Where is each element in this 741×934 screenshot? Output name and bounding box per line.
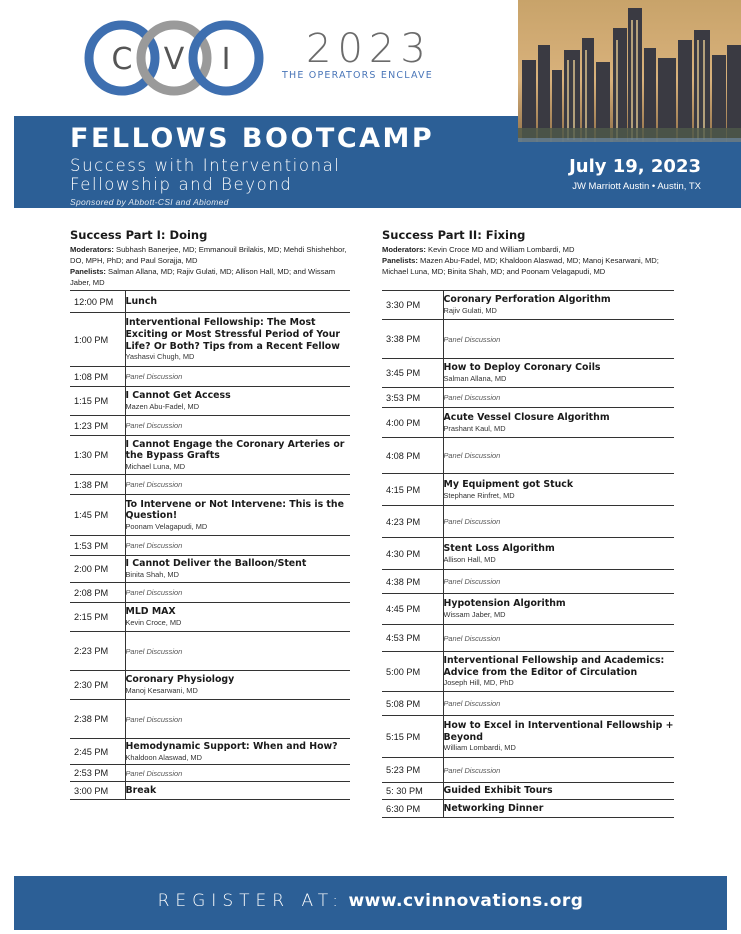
- session-time: 2:53 PM: [70, 765, 125, 782]
- register-label: REGISTER AT:: [157, 891, 345, 911]
- session-title: Hypotension Algorithm: [443, 598, 566, 610]
- session-time: 2:08 PM: [70, 583, 125, 603]
- schedule-row: [382, 474, 674, 506]
- session-time: 6:30 PM: [382, 800, 443, 818]
- schedule-row: [70, 291, 350, 313]
- session-item: [443, 692, 674, 716]
- schedule-row: [70, 475, 350, 495]
- session-item: [443, 594, 674, 625]
- panel-discussion-label: Panel Discussion: [443, 699, 501, 708]
- part-1-schedule: [70, 290, 350, 800]
- austin-skyline-image: [518, 0, 741, 160]
- session-time: 1:53 PM: [70, 536, 125, 556]
- schedule-row: [382, 783, 674, 800]
- session-title: To Intervene or Not Intervene: This is the Question!: [125, 498, 344, 522]
- session-time: 4:00 PM: [382, 408, 443, 438]
- event-venue: JW Marriott Austin • Austin, TX: [572, 181, 701, 192]
- session-title: Guided Exhibit Tours: [443, 785, 553, 797]
- panel-discussion-label: Panel Discussion: [125, 588, 183, 597]
- session-time: 4:15 PM: [382, 474, 443, 506]
- session-item: [125, 556, 350, 583]
- panel-discussion-label: Panel Discussion: [443, 577, 501, 586]
- session-time: 4:38 PM: [382, 570, 443, 594]
- session-item: [125, 291, 350, 313]
- session-item: [443, 652, 674, 692]
- part-1-column: [70, 228, 350, 800]
- session-item: [125, 313, 350, 367]
- session-item: [125, 782, 350, 800]
- schedule-row: [382, 594, 674, 625]
- session-time: 12:00 PM: [70, 291, 125, 313]
- schedule-row: [70, 387, 350, 416]
- session-time: 4:53 PM: [382, 625, 443, 652]
- panel-discussion-label: Panel Discussion: [125, 768, 183, 778]
- session-time: 1:08 PM: [70, 367, 125, 387]
- session-time: 4:45 PM: [382, 594, 443, 625]
- schedule-row: [70, 416, 350, 436]
- session-item: [443, 438, 674, 474]
- session-speaker: Salman Allana, MD: [443, 374, 507, 384]
- event-subtitle-line-1: Success with Interventional: [70, 156, 341, 175]
- session-item: [125, 765, 350, 782]
- session-time: 1:38 PM: [70, 475, 125, 495]
- session-title: Interventional Fellowship: The Most Exciting or Most Stressful Period of Your Life? Or Both? Tips from a Recent Fellow: [125, 317, 341, 352]
- register-footer: [14, 876, 727, 930]
- date-box: [518, 142, 741, 208]
- session-time: 5:23 PM: [382, 758, 443, 783]
- session-speaker: Stephane Rinfret, MD: [443, 490, 515, 500]
- session-title: I Cannot Get Access: [125, 390, 231, 402]
- schedule-row: [382, 625, 674, 652]
- session-speaker: Manoj Kesarwani, MD: [125, 686, 198, 696]
- part-1-panelists: Panelists: Salman Allana, MD; Rajiv Gulati, MD; Allison Hall, MD; and Wissam Jaber, MD: [70, 267, 336, 287]
- part-1-moderators: Moderators: Subhash Banerjee, MD; Emmanouil Brilakis, MD; Mehdi Shishehbor, DO, MPH, PhD; and Paul Sorajja, MD: [70, 245, 347, 265]
- session-item: [443, 716, 674, 758]
- session-item: [443, 388, 674, 408]
- session-title: I Cannot Deliver the Balloon/Stent: [125, 558, 307, 570]
- cvi-logo: [84, 18, 264, 100]
- schedule-row: [382, 506, 674, 538]
- session-item: [125, 367, 350, 387]
- panel-discussion-label: Panel Discussion: [125, 541, 183, 550]
- schedule-row: [382, 320, 674, 359]
- panel-discussion-label: Panel Discussion: [443, 451, 501, 460]
- session-speaker: Kevin Croce, MD: [125, 618, 182, 628]
- part-1-info: [70, 228, 350, 290]
- session-time: 2:23 PM: [70, 632, 125, 671]
- session-item: [125, 436, 350, 475]
- schedule-row: [70, 700, 350, 739]
- session-time: 1:15 PM: [70, 387, 125, 416]
- session-time: 3:45 PM: [382, 359, 443, 388]
- session-time: 5:08 PM: [382, 692, 443, 716]
- part-1-title: Success Part I: Doing: [70, 228, 208, 242]
- session-time: 4:23 PM: [382, 506, 443, 538]
- part-2-column: [382, 228, 674, 818]
- session-item: [443, 359, 674, 388]
- session-time: 4:08 PM: [382, 438, 443, 474]
- event-tagline: THE OPERATORS ENCLAVE: [282, 70, 433, 81]
- part-2-title: Success Part II: Fixing: [382, 228, 526, 242]
- session-item: [125, 632, 350, 671]
- session-time: 5:00 PM: [382, 652, 443, 692]
- title-banner: [14, 116, 518, 208]
- schedule-row: [382, 570, 674, 594]
- event-date: July 19, 2023: [569, 156, 701, 177]
- session-item: [125, 495, 350, 536]
- schedule-row: [70, 556, 350, 583]
- session-item: [443, 474, 674, 506]
- session-title: MLD MAX: [125, 606, 176, 618]
- schedule-row: [382, 716, 674, 758]
- panel-discussion-label: Panel Discussion: [443, 765, 501, 775]
- panel-discussion-label: Panel Discussion: [443, 517, 501, 526]
- session-item: [125, 603, 350, 632]
- panel-discussion-label: Panel Discussion: [443, 393, 501, 402]
- panel-discussion-label: Panel Discussion: [443, 633, 501, 643]
- schedule-row: [382, 800, 674, 818]
- session-item: [443, 291, 674, 320]
- schedule-row: [70, 632, 350, 671]
- session-item: [443, 625, 674, 652]
- session-time: 3:00 PM: [70, 782, 125, 800]
- panel-discussion-label: Panel Discussion: [125, 480, 183, 489]
- session-time: 2:45 PM: [70, 739, 125, 765]
- event-subtitle-line-2: Fellowship and Beyond: [70, 175, 293, 194]
- session-time: 3:30 PM: [382, 291, 443, 320]
- session-item: [443, 758, 674, 783]
- part-2-info: [382, 228, 674, 290]
- schedule-row: [70, 765, 350, 782]
- session-item: [125, 416, 350, 436]
- session-speaker: Prashant Kaul, MD: [443, 423, 506, 433]
- session-item: [125, 700, 350, 739]
- session-time: 1:00 PM: [70, 313, 125, 367]
- session-time: 3:38 PM: [382, 320, 443, 359]
- session-time: 5:15 PM: [382, 716, 443, 758]
- part-2-schedule: [382, 290, 674, 818]
- part-2-panelists: Panelists: Mazen Abu-Fadel, MD; Khaldoon Alaswad, MD; Manoj Kesarwani, MD; Michael Luna, MD; Binita Shah, MD; and Poonam Velagapudi, MD: [382, 256, 659, 276]
- panel-discussion-label: Panel Discussion: [125, 646, 183, 656]
- session-time: 1:30 PM: [70, 436, 125, 475]
- schedule-row: [70, 603, 350, 632]
- session-item: [443, 800, 674, 818]
- schedule-row: [382, 291, 674, 320]
- schedule-row: [70, 367, 350, 387]
- session-title: Networking Dinner: [443, 802, 544, 814]
- session-item: [443, 408, 674, 438]
- session-time: 1:45 PM: [70, 495, 125, 536]
- schedule-row: [70, 436, 350, 475]
- register-url-link[interactable]: www.cvinnovations.org: [348, 891, 584, 911]
- panel-discussion-label: Panel Discussion: [125, 714, 183, 724]
- session-speaker: Yashasvi Chugh, MD: [125, 352, 195, 362]
- session-title: How to Deploy Coronary Coils: [443, 362, 601, 374]
- schedule-row: [70, 739, 350, 765]
- session-title: Stent Loss Algorithm: [443, 542, 555, 554]
- schedule-row: [382, 692, 674, 716]
- session-time: 5: 30 PM: [382, 783, 443, 800]
- event-year: 2023: [306, 26, 432, 72]
- event-title: FELLOWS BOOTCAMP: [70, 123, 435, 154]
- session-title: I Cannot Engage the Coronary Arteries or the Bypass Grafts: [125, 438, 345, 462]
- logo-letter-v: V: [163, 42, 185, 77]
- session-title: Interventional Fellowship and Academics: Advice from the Editor of Circulation: [443, 655, 665, 678]
- session-item: [443, 570, 674, 594]
- session-speaker: Poonam Velagapudi, MD: [125, 521, 208, 531]
- session-item: [443, 320, 674, 359]
- session-speaker: Joseph Hill, MD, PhD: [443, 678, 514, 688]
- session-time: 2:38 PM: [70, 700, 125, 739]
- session-item: [125, 475, 350, 495]
- session-item: [125, 739, 350, 765]
- session-speaker: Rajiv Gulati, MD: [443, 306, 497, 316]
- session-item: [125, 671, 350, 700]
- schedule-row: [382, 408, 674, 438]
- schedule-row: [382, 758, 674, 783]
- session-title: Break: [125, 784, 157, 796]
- schedule-row: [70, 671, 350, 700]
- session-speaker: Khaldoon Alaswad, MD: [125, 752, 202, 762]
- session-item: [443, 506, 674, 538]
- panel-discussion-label: Panel Discussion: [125, 372, 183, 381]
- session-title: How to Excel in Interventional Fellowship + Beyond: [443, 720, 674, 743]
- schedule-row: [382, 652, 674, 692]
- schedule-row: [382, 388, 674, 408]
- session-speaker: Allison Hall, MD: [443, 554, 496, 564]
- session-title: Coronary Perforation Algorithm: [443, 294, 611, 306]
- session-speaker: Michael Luna, MD: [125, 461, 186, 471]
- session-item: [443, 783, 674, 800]
- panel-discussion-label: Panel Discussion: [443, 334, 501, 344]
- schedule-row: [382, 538, 674, 570]
- session-time: 4:30 PM: [382, 538, 443, 570]
- session-title: Lunch: [125, 295, 158, 307]
- session-time: 1:23 PM: [70, 416, 125, 436]
- session-speaker: Binita Shah, MD: [125, 570, 179, 580]
- session-time: 3:53 PM: [382, 388, 443, 408]
- logo-letter-i: I: [221, 42, 231, 77]
- session-item: [125, 536, 350, 556]
- session-time: 2:00 PM: [70, 556, 125, 583]
- session-title: Hemodynamic Support: When and How?: [125, 740, 338, 752]
- session-item: [443, 538, 674, 570]
- session-speaker: Wissam Jaber, MD: [443, 610, 506, 620]
- schedule-row: [70, 495, 350, 536]
- session-time: 2:15 PM: [70, 603, 125, 632]
- session-time: 2:30 PM: [70, 671, 125, 700]
- session-item: [125, 387, 350, 416]
- sponsor-line: Sponsored by Abbott-CSI and Abiomed: [70, 197, 229, 207]
- schedule-row: [70, 313, 350, 367]
- session-speaker: Mazen Abu-Fadel, MD: [125, 402, 200, 412]
- cvi-logo-rings: [84, 18, 264, 100]
- schedule-row: [70, 536, 350, 556]
- session-title: My Equipment got Stuck: [443, 478, 574, 490]
- session-item: [125, 583, 350, 603]
- schedule-row: [70, 782, 350, 800]
- logo-letter-c: C: [111, 42, 133, 77]
- panel-discussion-label: Panel Discussion: [125, 421, 183, 430]
- session-title: Acute Vessel Closure Algorithm: [443, 411, 610, 423]
- schedule-row: [70, 583, 350, 603]
- session-title: Coronary Physiology: [125, 674, 235, 686]
- schedule-row: [382, 359, 674, 388]
- schedule-row: [382, 438, 674, 474]
- session-speaker: William Lombardi, MD: [443, 743, 516, 753]
- part-2-moderators: Moderators: Kevin Croce MD and William Lombardi, MD: [382, 245, 575, 254]
